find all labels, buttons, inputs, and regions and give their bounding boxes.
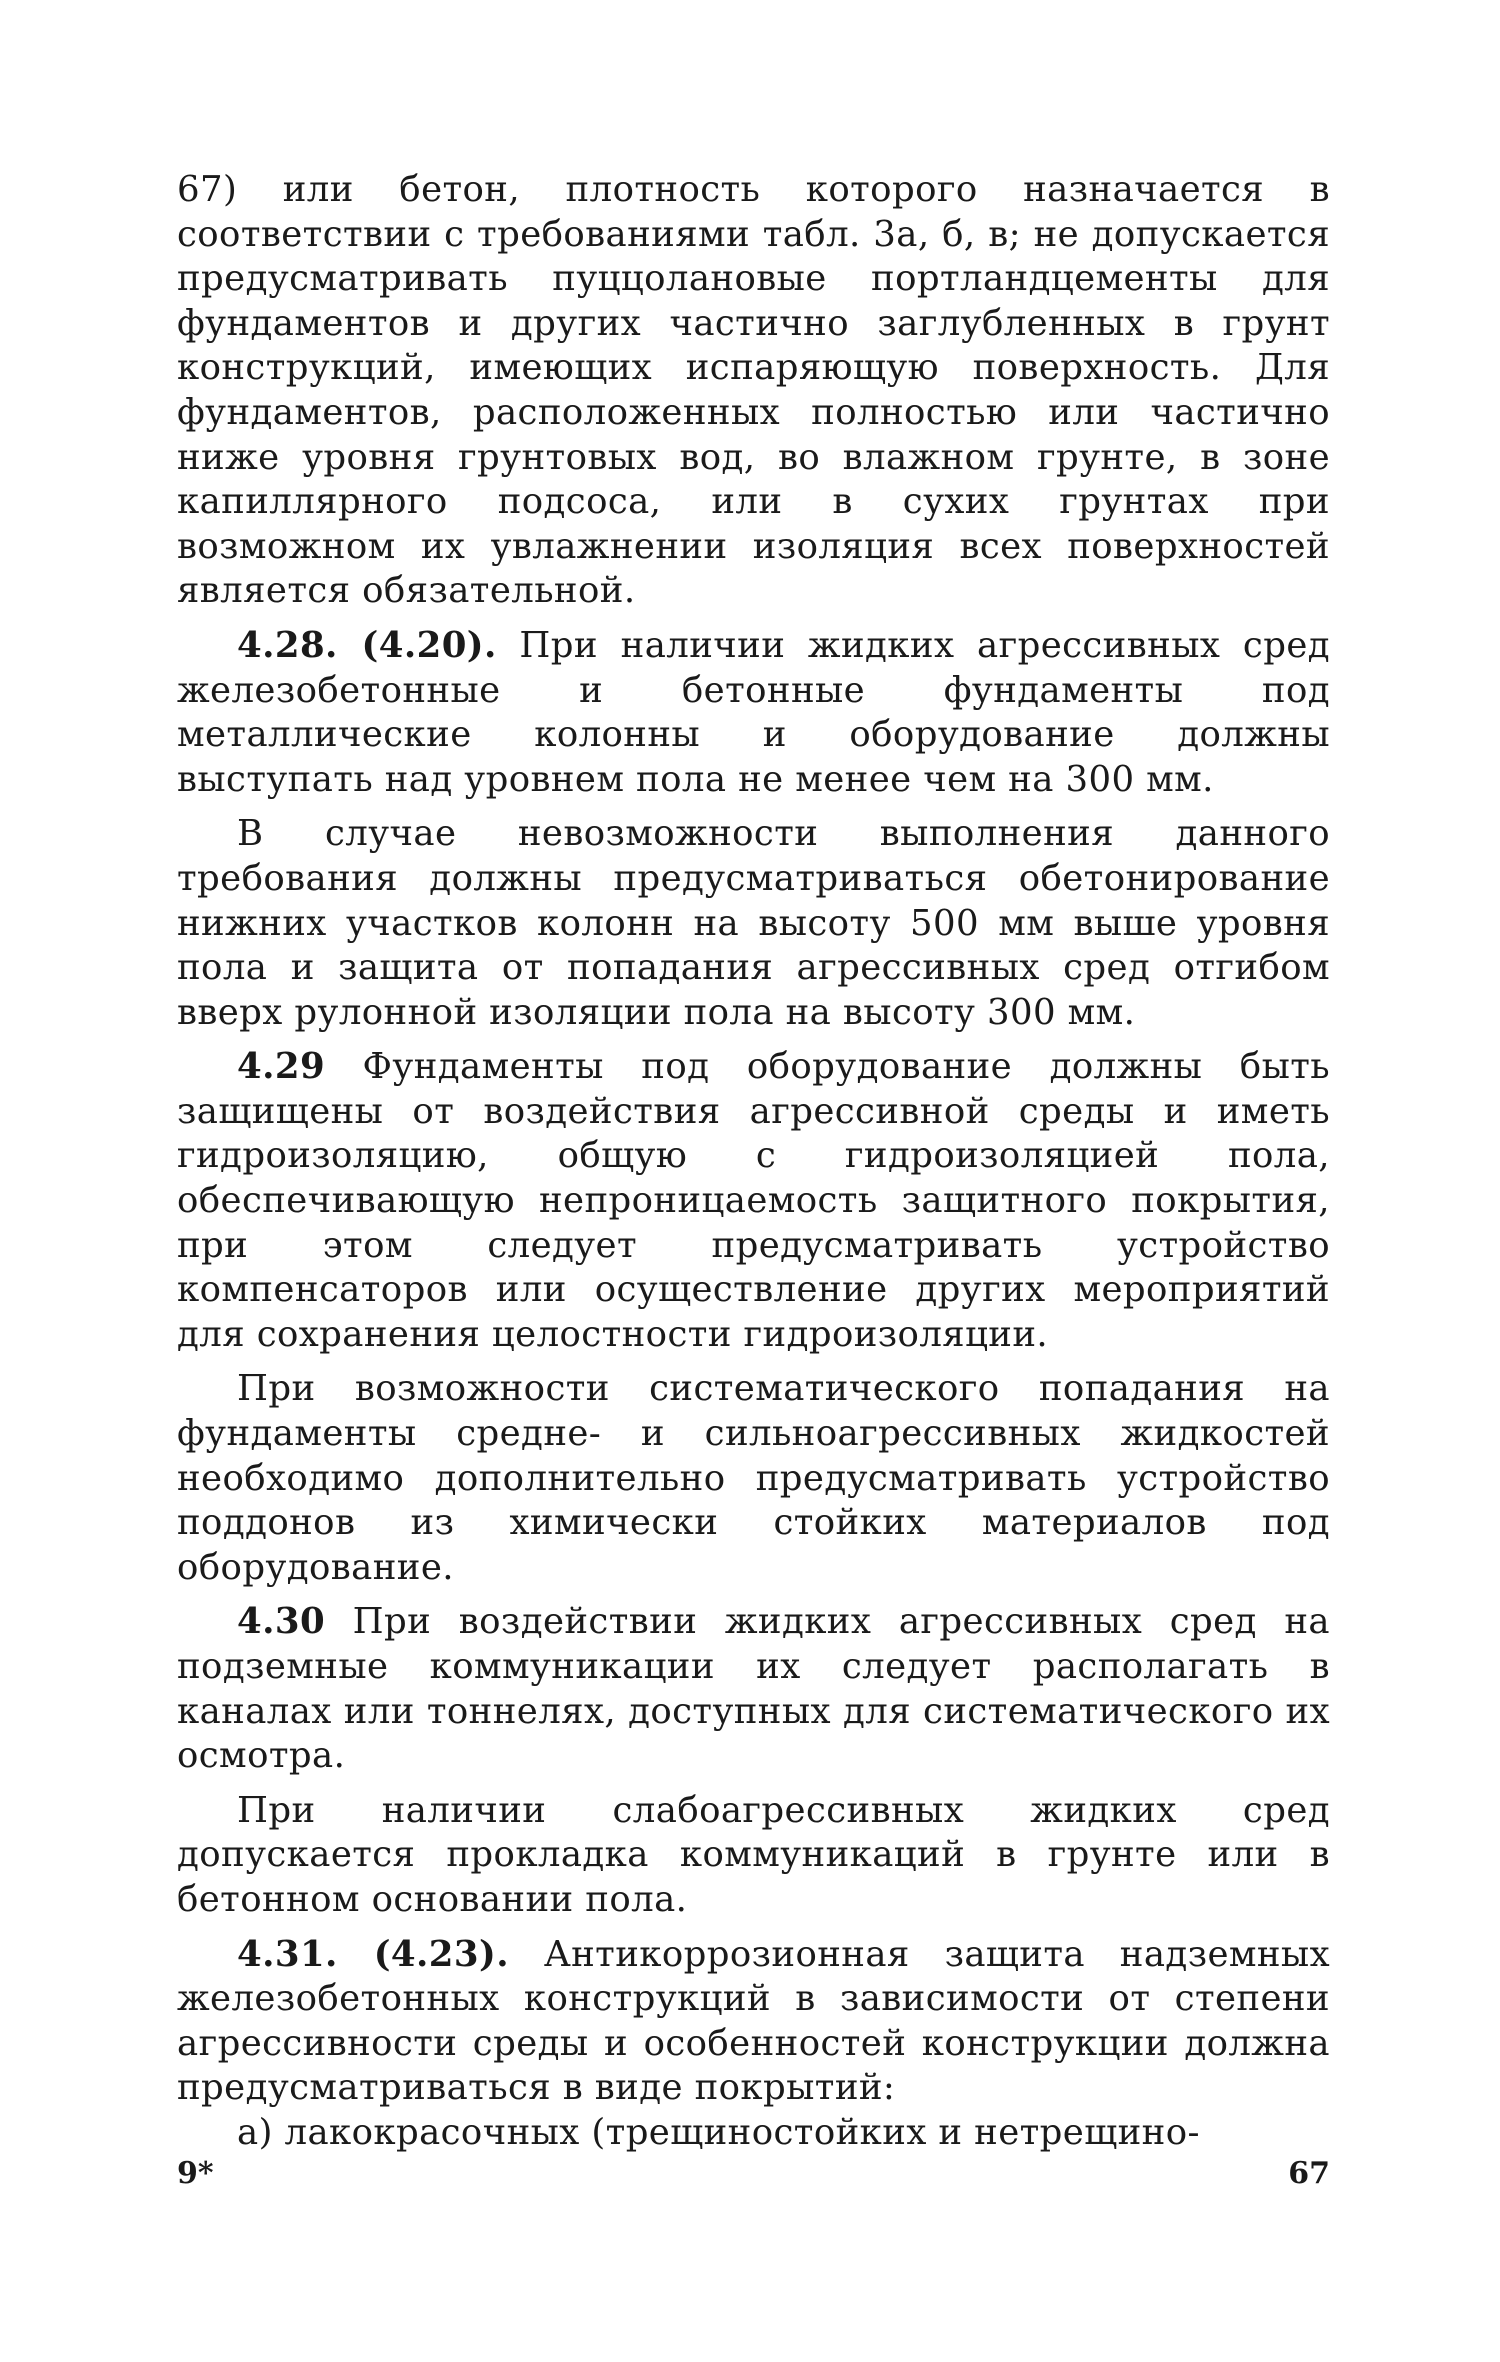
paragraph-4-29	[177, 1045, 1330, 1357]
paragraph-text: Антикоррозионная защита надземных железобетонных конструкций в зависимости от степени агрессивности среды и особенностей конструкции должна предусматриваться в виде покрытий:	[177, 1933, 1331, 2109]
clause-number: 4.31. (4.23).	[237, 1933, 509, 1975]
clause-number: 4.28. (4.20).	[237, 624, 497, 666]
page-number: 67	[1288, 2156, 1330, 2191]
clause-number: 4.29	[237, 1046, 326, 1088]
paragraph-text: При наличии жидких агрессивных сред железобетонные и бетонные фундаменты под металлические колонны и оборудование должны выступать над уровнем пола не менее чем на 300 мм.	[177, 624, 1330, 800]
paragraph-4-30-cont	[177, 1789, 1330, 1923]
paragraph-continuation	[177, 168, 1330, 614]
paragraph-text: При возможности систематического попадания на фундаменты средне- и сильноагрессивных жидкостей необходимо дополнительно предусматривать устройство поддонов из химически стойких материалов под оборудование.	[177, 1368, 1330, 1588]
paragraph-text: а) лакокрасочных (трещиностойких и нетрещино-	[237, 2111, 1200, 2153]
paragraph-4-28	[177, 624, 1330, 802]
paragraph-text: Фундаменты под оборудование должны быть защищены от воздействия агрессивной среды и иметь гидроизоляцию, общую с гидроизоляцией пола, обеспечивающую непроницаемость защитного покрытия, при этом следует предусматривать устройство компенсаторов или осуществление других мероприятий для сохранения целостности гидроизоляции.	[177, 1046, 1330, 1355]
clause-number: 4.30	[237, 1601, 326, 1643]
paragraph-text: В случае невозможности выполнения данного требования должны предусматриваться обетонирование нижних участков колонн на высоту 500 мм выше уровня пола и защита от попадания агрессивных сред отгибом вверх рулонной изоляции пола на высоту 300 мм.	[177, 813, 1330, 1033]
paragraph-4-28-cont	[177, 812, 1330, 1035]
paragraph-text: При наличии слабоагрессивных жидких сред допускается прокладка коммуникаций в грунте или в бетонном основании пола.	[177, 1789, 1330, 1920]
paragraph-4-31	[177, 1933, 1330, 2111]
list-item-a	[177, 2111, 1330, 2156]
page-body	[177, 168, 1330, 2156]
page-footer	[177, 2156, 1330, 2200]
paragraph-text: При воздействии жидких агрессивных сред на подземные коммуникации их следует располагать в каналах или тоннелях, доступных для систематического их осмотра.	[177, 1601, 1330, 1777]
paragraph-4-29-cont	[177, 1367, 1330, 1590]
signature-mark: 9*	[177, 2156, 214, 2191]
paragraph-text: 67) или бетон, плотность которого назначается в соответствии с требованиями табл. 3а, б, в; не допускается предусматривать пуццолановые портландцементы для фундаментов и других частично заглубленных в грунт конструкций, имеющих испаряющую поверхность. Для фундаментов, расположенных полностью или частично ниже уровня грунтовых вод, во влажном грунте, в зоне капиллярного подсоса, или в сухих грунтах при возможном их увлажнении изоляция всех поверхностей является обязательной.	[177, 169, 1330, 612]
paragraph-4-30	[177, 1600, 1330, 1778]
